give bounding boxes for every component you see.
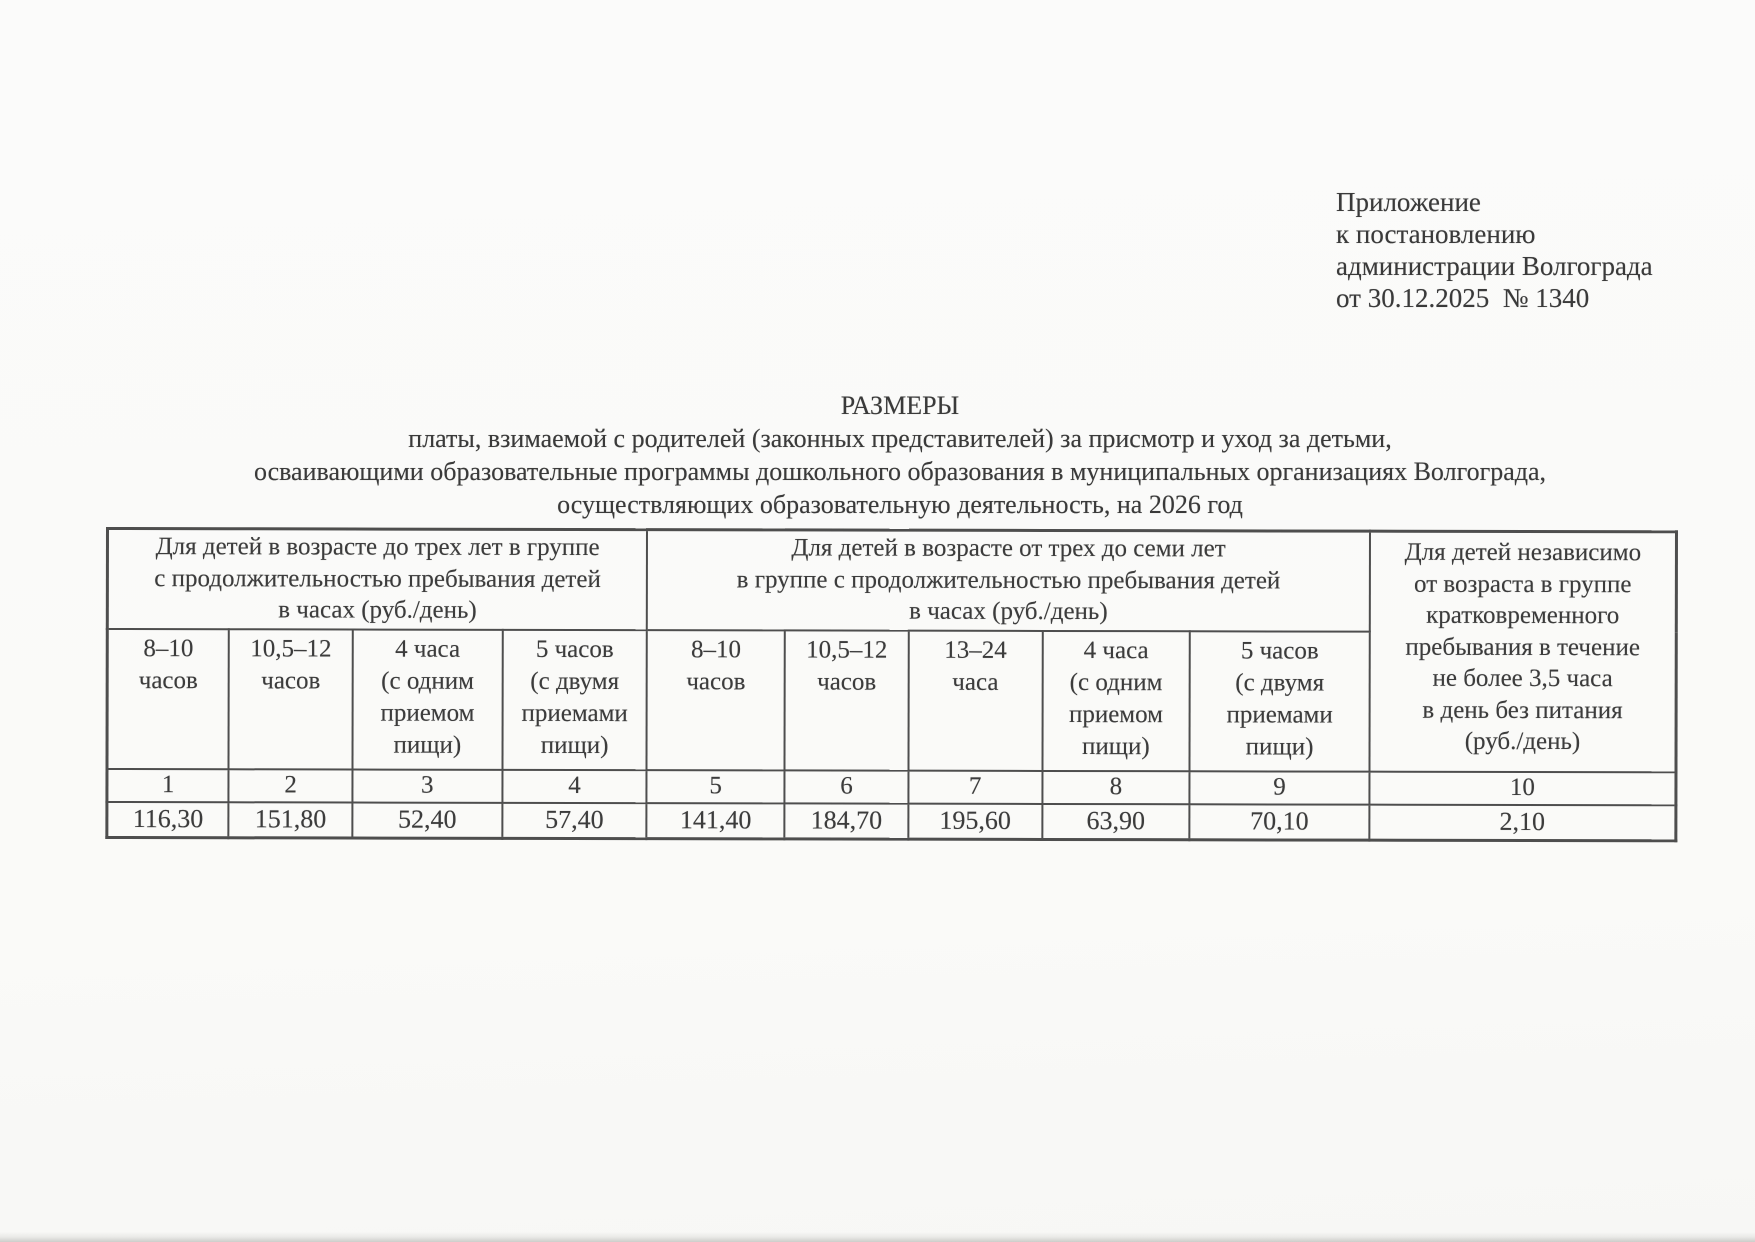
fee-value-cell: 2,10 bbox=[1369, 804, 1676, 841]
stamp-line: к постановлению bbox=[1336, 219, 1536, 249]
column-number-cell: 9 bbox=[1190, 771, 1370, 804]
column-number-cell: 3 bbox=[352, 769, 502, 802]
subheader-cell: 5 часов (с двумя приемами пищи) bbox=[502, 629, 647, 769]
group-header-three-to-seven: Для детей в возрасте от трех до семи лет в группе с продолжительностью пребывания детей в часах (руб./день) bbox=[647, 530, 1370, 632]
subheader-cell: 4 часа (с одним приемом пищи) bbox=[353, 629, 503, 769]
title-heading: РАЗМЕРЫ bbox=[840, 391, 960, 420]
fee-value-cell: 52,40 bbox=[352, 802, 502, 838]
group-header-short-stay: Для детей независимо от возраста в группе кратковременного пребывания в течение не более 3,5 часа в день без питания (руб./день) bbox=[1369, 531, 1676, 772]
title-line: платы, взимаемой с родителей (законных представителей) за присмотр и уход за детьми, bbox=[408, 424, 1392, 453]
subheader-cell: 4 часа (с одним приемом пищи) bbox=[1042, 630, 1190, 770]
fee-value-cell: 116,30 bbox=[107, 802, 229, 838]
subheader-cell: 5 часов (с двумя приемами пищи) bbox=[1190, 631, 1370, 771]
column-number-cell: 1 bbox=[107, 769, 229, 802]
column-number-cell: 8 bbox=[1042, 770, 1190, 803]
subheader-cell: 8–10 часов bbox=[107, 629, 229, 769]
stamp-line: администрации Волгограда bbox=[1336, 251, 1653, 281]
fee-value-cell: 151,80 bbox=[229, 802, 353, 838]
table-group-header-row bbox=[107, 529, 1676, 632]
group-header-under-three: Для детей в возрасте до трех лет в группе с продолжительностью пребывания детей в часах (руб./день) bbox=[107, 529, 647, 630]
scanner-edge-artifact bbox=[0, 1232, 1755, 1242]
subheader-cell: 13–24 часа bbox=[908, 630, 1042, 770]
column-number-cell: 5 bbox=[647, 770, 785, 803]
column-number-cell: 7 bbox=[908, 770, 1042, 803]
column-number-cell: 2 bbox=[229, 769, 353, 802]
column-number-cell: 4 bbox=[502, 769, 647, 802]
subheader-cell: 10,5–12 часов bbox=[229, 629, 353, 769]
fee-value-cell: 195,60 bbox=[908, 803, 1042, 839]
stamp-line: Приложение bbox=[1336, 187, 1481, 217]
fee-value-cell: 57,40 bbox=[502, 802, 647, 838]
fee-value-cell: 70,10 bbox=[1190, 804, 1370, 840]
column-number-cell: 6 bbox=[785, 770, 909, 803]
fee-value-cell: 184,70 bbox=[784, 803, 908, 839]
fees-table bbox=[105, 527, 1678, 842]
column-number-cell: 10 bbox=[1369, 771, 1676, 805]
stamp-line: от 30.12.2025 № 1340 bbox=[1336, 283, 1590, 313]
subheader-cell: 8–10 часов bbox=[647, 630, 785, 770]
fee-value-cell: 141,40 bbox=[647, 803, 785, 839]
approval-stamp bbox=[1336, 186, 1653, 314]
document-title bbox=[110, 389, 1690, 521]
fee-values-row bbox=[107, 802, 1676, 841]
fee-value-cell: 63,90 bbox=[1042, 803, 1190, 839]
column-number-row bbox=[107, 769, 1676, 805]
title-line: осуществляющих образовательную деятельность, на 2026 год bbox=[557, 490, 1243, 519]
subheader-cell: 10,5–12 часов bbox=[785, 630, 909, 770]
title-line: осваивающими образовательные программы дошкольного образования в муниципальных организациях Волгограда, bbox=[253, 457, 1547, 486]
